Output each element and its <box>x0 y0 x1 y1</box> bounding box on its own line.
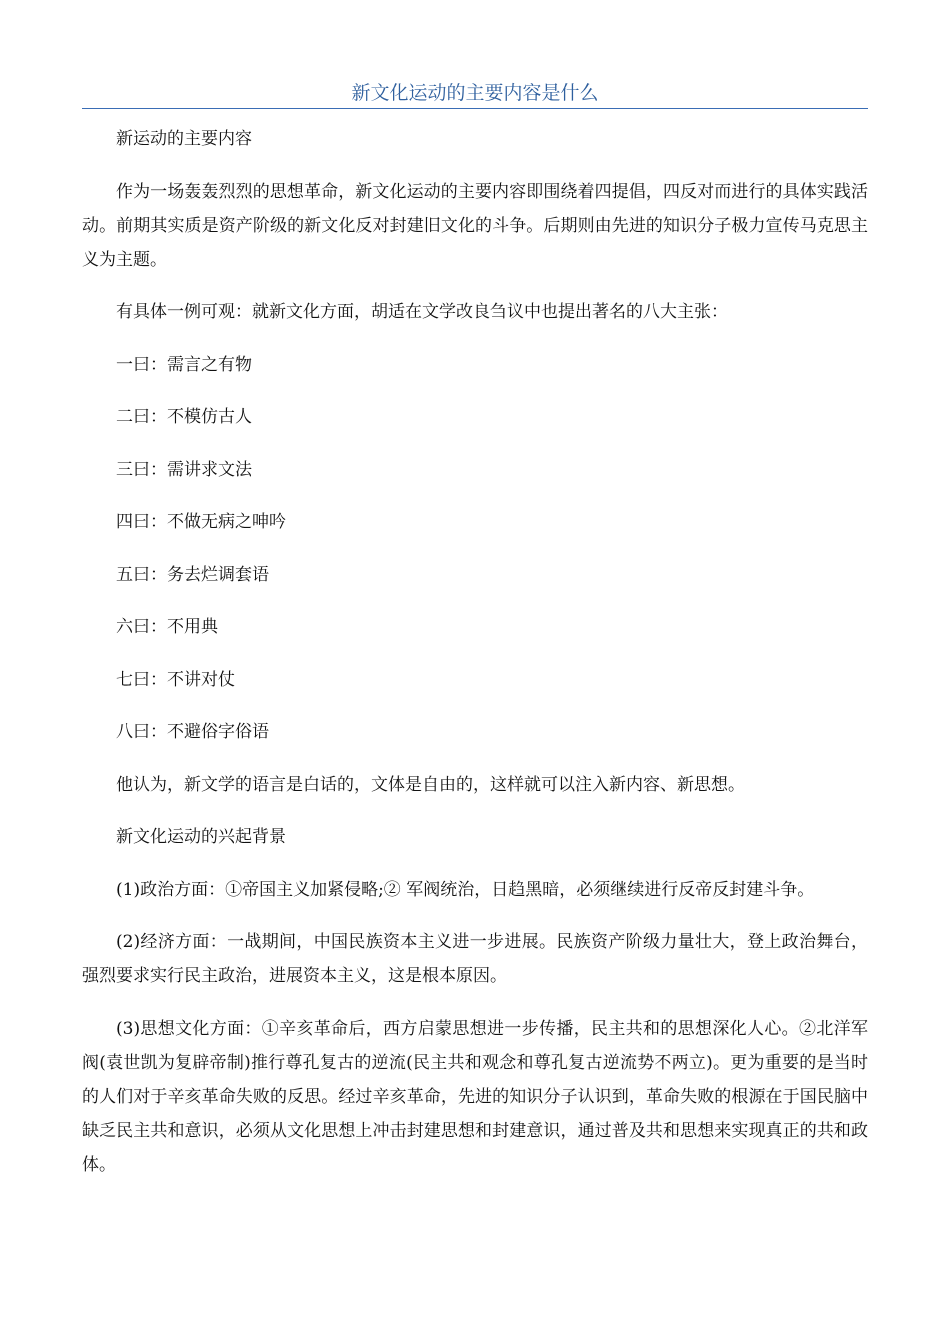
paragraph-intro: 作为一场轰轰烈烈的思想革命，新文化运动的主要内容即围绕着四提倡，四反对而进行的具体实践活动。前期其实质是资产阶级的新文化反对封建旧文化的斗争。后期则由先进的知识分子极力宣传马克思主义为主题。 <box>82 181 868 270</box>
document-body <box>82 122 868 1200</box>
list-item-proposal-8: 八曰：不避俗字俗语 <box>116 722 269 742</box>
paragraph-political: (1)政治方面：①帝国主义加紧侵略;② 军阀统治，日趋黑暗，必须继续进行反帝反封建斗争。 <box>116 879 815 900</box>
list-item-proposal-1: 一曰：需言之有物 <box>116 354 252 375</box>
list-item-proposal-3: 三曰：需讲求文法 <box>116 459 252 480</box>
list-item-proposal-4: 四曰：不做无病之呻吟 <box>116 512 286 532</box>
paragraph-summary: 他认为，新文学的语言是白话的，文体是自由的，这样就可以注入新内容、新思想。 <box>116 774 745 795</box>
paragraph-economic: (2)经济方面：一战期间，中国民族资本主义进一步进展。民族资产阶级力量壮大，登上政治舞台，强烈要求实行民主政治，进展资本主义，这是根本原因。 <box>82 932 868 986</box>
page-title: 新文化运动的主要内容是什么 <box>351 82 599 104</box>
list-item-proposal-6: 六曰：不用典 <box>116 617 218 637</box>
list-item-proposal-5: 五曰：务去烂调套语 <box>116 564 269 585</box>
section-heading-content: 新运动的主要内容 <box>116 129 252 149</box>
list-item-proposal-7: 七曰：不讲对仗 <box>116 669 235 690</box>
list-item-proposal-2: 二曰：不模仿古人 <box>116 407 252 427</box>
section-heading-background: 新文化运动的兴起背景 <box>116 827 286 847</box>
paragraph-example: 有具体一例可观：就新文化方面，胡适在文学改良刍议中也提出著名的八大主张： <box>116 302 728 322</box>
paragraph-cultural: (3)思想文化方面：①辛亥革命后，西方启蒙思想进一步传播，民主共和的思想深化人心。②北洋军阀(袁世凯为复辟帝制)推行尊孔复古的逆流(民主共和观念和尊孔复古逆流势不两立)。更为重要的是当时的人们对于辛亥革命失败的反思。经过辛亥革命，先进的知识分子认识到，革命失败的根源在于国民脑中缺乏民主共和意识，必须从文化思想上冲击封建思想和封建意识，通过普及共和思想来实现真正的共和政体。 <box>82 1018 868 1175</box>
title-divider <box>82 108 868 109</box>
